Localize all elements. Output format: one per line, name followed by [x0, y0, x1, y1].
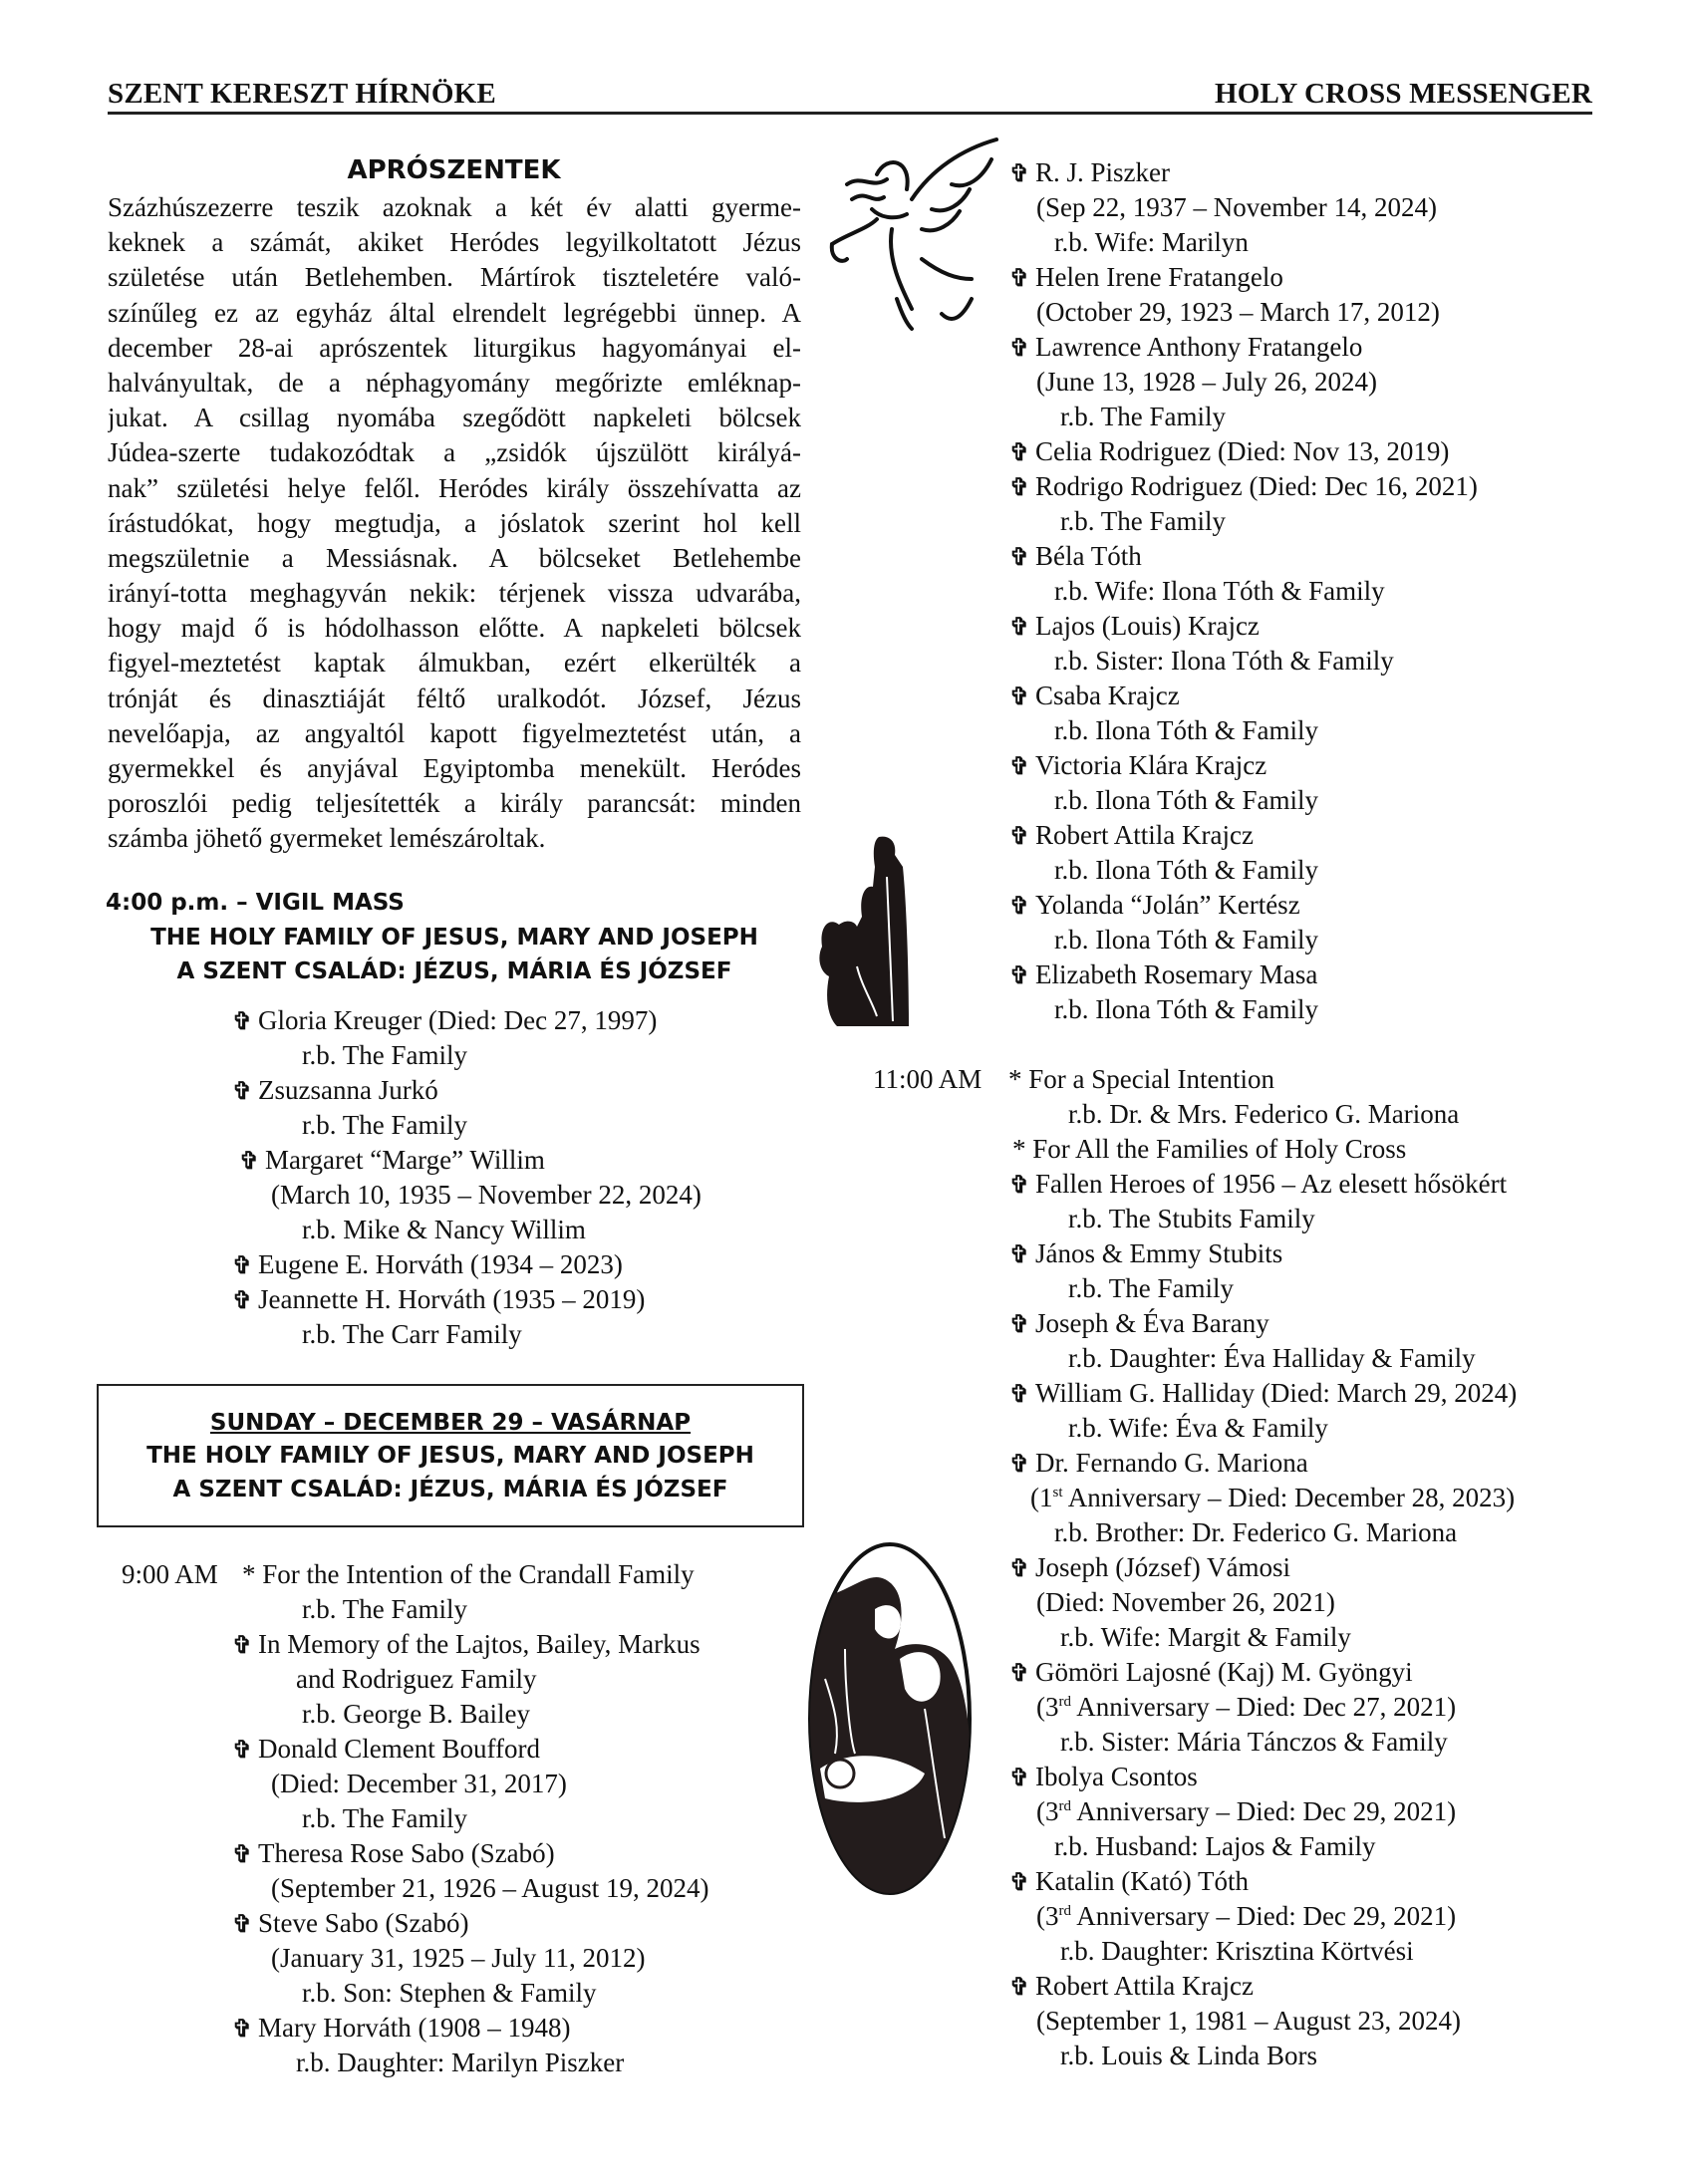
- latin-cross-icon: ✞: [1009, 615, 1030, 641]
- intention-entry: ✞ Jeannette H. Horváth (1935 – 2019): [232, 1282, 645, 1319]
- intention-dates: (September 1, 1981 – August 23, 2024): [1036, 2006, 1461, 2036]
- essay-line: halványultak, de a néphagyomány megőrizte emléknap-: [108, 367, 801, 398]
- latin-cross-icon: ✞: [1009, 440, 1030, 466]
- intention-entry: ✞ Joseph & Éva Barany: [1009, 1306, 1269, 1343]
- holy-family-silhouette-illustration: [817, 827, 912, 1036]
- intention-dates: (March 10, 1935 – November 22, 2024): [271, 1180, 702, 1210]
- requested-by: r.b. Ilona Tóth & Family: [1054, 785, 1318, 815]
- intention-entry: ✞ Fallen Heroes of 1956 – Az elesett hősökért: [1009, 1167, 1507, 1204]
- latin-cross-icon: ✞: [1009, 1312, 1030, 1338]
- latin-cross-icon: ✞: [1009, 824, 1030, 850]
- essay-line: december 28-ai aprószentek liturgikus hagyományai el-: [108, 332, 801, 363]
- requested-by: r.b. Mike & Nancy Willim: [302, 1215, 586, 1244]
- essay-line: születése után Betlehemben. Mártírok tiszteletére való-: [108, 262, 801, 293]
- requested-by: r.b. Brother: Dr. Federico G. Mariona: [1054, 1517, 1458, 1547]
- intention-entry: ✞ Rodrigo Rodriguez (Died: Dec 16, 2021): [1009, 469, 1478, 506]
- requested-by: r.b. Daughter: Marilyn Piszker: [296, 2048, 625, 2077]
- requested-by: r.b. Wife: Éva & Family: [1068, 1413, 1328, 1443]
- intention-entry: ✞ Ibolya Csontos: [1009, 1760, 1198, 1796]
- intention-entry: ✞ Lajos (Louis) Krajcz: [1009, 609, 1260, 646]
- nativity-oval-illustration: [805, 1539, 975, 1898]
- requested-by: r.b. The Family: [302, 1040, 467, 1070]
- intention-entry: ✞ Robert Attila Krajcz: [1009, 1969, 1254, 2006]
- intention-entry: ✞ Yolanda “Jolán” Kertész: [1009, 888, 1300, 925]
- intention-entry: ✞ János & Emmy Stubits: [1009, 1236, 1282, 1273]
- intention-entry: ✞ In Memory of the Lajtos, Bailey, Markus: [232, 1627, 701, 1664]
- intention-dates: (January 31, 1925 – July 11, 2012): [271, 1943, 646, 1973]
- latin-cross-icon: ✞: [1009, 963, 1030, 989]
- essay-line: jukat. A csillag nyomába szegődött napkeleti bölcsek: [108, 403, 801, 433]
- latin-cross-icon: ✞: [1009, 1382, 1030, 1408]
- intention-dates: (1st Anniversary – Died: December 28, 2023): [1030, 1483, 1516, 1512]
- intention-dates: (September 21, 1926 – August 19, 2024): [271, 1873, 709, 1903]
- vigil-feast-english: THE HOLY FAMILY OF JESUS, MARY AND JOSEPH: [150, 925, 758, 951]
- latin-cross-icon: ✞: [1009, 754, 1030, 780]
- requested-by: r.b. Louis & Linda Bors: [1060, 2041, 1317, 2070]
- intention-entry: ✞ Celia Rodriguez (Died: Nov 13, 2019): [1009, 434, 1449, 471]
- requested-by: r.b. Wife: Marilyn: [1054, 227, 1249, 257]
- latin-cross-icon: ✞: [1009, 545, 1030, 571]
- requested-by: r.b. Sister: Ilona Tóth & Family: [1054, 646, 1394, 676]
- latin-cross-icon: ✞: [1009, 266, 1030, 292]
- latin-cross-icon: ✞: [232, 1079, 253, 1105]
- essay-line: Százhúszezerre teszik azoknak a két év alatti gyerme-: [108, 192, 801, 222]
- essay-line: nak” születési helye felől. Heródes király összehívatta az: [108, 472, 801, 503]
- latin-cross-icon: ✞: [1009, 161, 1030, 187]
- mass-time-9am: 9:00 AM: [122, 1559, 218, 1589]
- vigil-mass-heading: 4:00 p.m. – VIGIL MASS: [106, 890, 405, 916]
- intention-entry: * For All the Families of Holy Cross: [1012, 1134, 1407, 1164]
- essay-line: keknek a számát, akiket Heródes legyilkoltatott Jézus: [108, 227, 801, 258]
- intention-entry: ✞ William G. Halliday (Died: March 29, 2024): [1009, 1376, 1517, 1413]
- latin-cross-icon: ✞: [232, 1009, 253, 1035]
- latin-cross-icon: ✞: [232, 1253, 253, 1279]
- intention-entry: ✞ Gömöri Lajosné (Kaj) M. Gyöngyi: [1009, 1655, 1413, 1692]
- requested-by: r.b. The Family: [302, 1110, 467, 1140]
- sunday-date-title: SUNDAY – DECEMBER 29 – VASÁRNAP: [209, 1410, 692, 1436]
- intention-entry: ✞ Mary Horváth (1908 – 1948): [232, 2011, 570, 2048]
- latin-cross-icon: ✞: [1009, 684, 1030, 710]
- latin-cross-icon: ✞: [1009, 1173, 1030, 1199]
- requested-by: r.b. Husband: Lajos & Family: [1054, 1831, 1376, 1861]
- requested-by: r.b. Daughter: Éva Halliday & Family: [1068, 1343, 1476, 1373]
- latin-cross-icon: ✞: [232, 1738, 253, 1764]
- intention-dates: (Died: December 31, 2017): [271, 1769, 567, 1798]
- sunday-heading-box: [97, 1384, 804, 1527]
- intention-entry: ✞ Lawrence Anthony Fratangelo: [1009, 330, 1362, 367]
- requested-by: r.b. Wife: Margit & Family: [1060, 1622, 1351, 1652]
- sunday-feast-english: THE HOLY FAMILY OF JESUS, MARY AND JOSEPH: [146, 1443, 754, 1469]
- intention-entry: ✞ Theresa Rose Sabo (Szabó): [232, 1836, 555, 1873]
- header-rule: [108, 112, 1592, 115]
- requested-by: r.b. Sister: Mária Tánczos & Family: [1060, 1727, 1448, 1757]
- essay-line: Júdea-szerte tudakozódtak a „zsidók újszülött királyá-: [108, 437, 801, 468]
- requested-by: r.b. Ilona Tóth & Family: [1054, 715, 1318, 745]
- intention-dates: (October 29, 1923 – March 17, 2012): [1036, 297, 1440, 327]
- requested-by: r.b. Son: Stephen & Family: [302, 1978, 597, 2008]
- latin-cross-icon: ✞: [232, 1633, 253, 1659]
- essay-line: hogy majd ő is hódolhasson előtte. A napkeleti bölcsek: [108, 613, 801, 644]
- requested-by: r.b. Ilona Tóth & Family: [1054, 855, 1318, 885]
- requested-by: r.b. George B. Bailey: [302, 1699, 530, 1729]
- latin-cross-icon: ✞: [1009, 894, 1030, 920]
- essay-line: számba jöhető gyermeket lemészároltak.: [108, 823, 546, 854]
- requested-by: r.b. The Family: [302, 1594, 467, 1624]
- latin-cross-icon: ✞: [1009, 1452, 1030, 1478]
- intention-entry: * For the Intention of the Crandall Family: [242, 1559, 695, 1589]
- latin-cross-icon: ✞: [1009, 475, 1030, 501]
- requested-by: r.b. The Family: [1060, 506, 1226, 536]
- intention-dates: (Sep 22, 1937 – November 14, 2024): [1036, 192, 1437, 222]
- header-left-title: SZENT KERESZT HÍRNÖKE: [108, 78, 496, 110]
- essay-line: színűleg ez az egyház által elrendelt legrégebbi ünnep. A: [108, 297, 801, 328]
- requested-by: r.b. The Family: [1068, 1273, 1234, 1303]
- requested-by: r.b. The Family: [1060, 402, 1226, 431]
- requested-by: r.b. Dr. & Mrs. Federico G. Mariona: [1068, 1099, 1460, 1129]
- latin-cross-icon: ✞: [1009, 336, 1030, 362]
- essay-title: APRÓSZENTEK: [347, 155, 561, 185]
- intention-entry: ✞ Margaret “Marge” Willim: [239, 1143, 545, 1180]
- intention-entry: ✞ Gloria Kreuger (Died: Dec 27, 1997): [232, 1003, 657, 1040]
- requested-by: r.b. Daughter: Krisztina Körtvési: [1060, 1936, 1414, 1966]
- essay-line: írástudókat, hogy megtudja, a jóslatok szerint hol kell: [108, 507, 801, 538]
- requested-by: r.b. Ilona Tóth & Family: [1054, 925, 1318, 955]
- trumpet-angel-illustration: [812, 120, 1001, 334]
- requested-by: r.b. The Family: [302, 1803, 467, 1833]
- latin-cross-icon: ✞: [1009, 1661, 1030, 1687]
- intention-entry: ✞ Csaba Krajcz: [1009, 679, 1180, 715]
- intention-dates: (3rd Anniversary – Died: Dec 29, 2021): [1036, 1901, 1457, 1931]
- intention-entry: ✞ Steve Sabo (Szabó): [232, 1906, 468, 1943]
- essay-line: megszületnie a Messiásnak. A bölcseket Betlehembe: [108, 542, 801, 573]
- intention-entry: ✞ Eugene E. Horváth (1934 – 2023): [232, 1247, 623, 1284]
- latin-cross-icon: ✞: [232, 1288, 253, 1314]
- intention-entry: ✞ R. J. Piszker: [1009, 155, 1170, 192]
- essay-line: trónját és dinasztiáját féltő uralkodót. József, Jézus: [108, 682, 801, 713]
- intention-continuation: and Rodriguez Family: [296, 1664, 537, 1694]
- intention-entry: ✞ Helen Irene Fratangelo: [1009, 260, 1283, 297]
- intention-entry: ✞ Donald Clement Boufford: [232, 1732, 540, 1769]
- intention-dates: (3rd Anniversary – Died: Dec 27, 2021): [1036, 1692, 1457, 1722]
- intention-entry: ✞ Elizabeth Rosemary Masa: [1009, 957, 1317, 994]
- essay-line: gyermekkel és anyjával Egyiptomba menekült. Heródes: [108, 753, 801, 783]
- intention-entry: ✞ Robert Attila Krajcz: [1009, 818, 1254, 855]
- intention-entry: ✞ Joseph (József) Vámosi: [1009, 1550, 1290, 1587]
- intention-entry: * For a Special Intention: [1008, 1064, 1274, 1094]
- intention-entry: ✞ Katalin (Kató) Tóth: [1009, 1864, 1249, 1901]
- intention-entry: ✞ Dr. Fernando G. Mariona: [1009, 1446, 1308, 1483]
- vigil-feast-hungarian: A SZENT CSALÁD: JÉZUS, MÁRIA ÉS JÓZSEF: [176, 958, 732, 984]
- sunday-feast-hungarian: A SZENT CSALÁD: JÉZUS, MÁRIA ÉS JÓZSEF: [172, 1477, 728, 1502]
- latin-cross-icon: ✞: [239, 1149, 260, 1175]
- intention-dates: (Died: November 26, 2021): [1036, 1587, 1335, 1617]
- intention-entry: ✞ Béla Tóth: [1009, 539, 1142, 576]
- intention-entry: ✞ Zsuzsanna Jurkó: [232, 1073, 438, 1110]
- essay-line: irányí-totta meghagyván nekik: térjenek vissza udvarába,: [108, 578, 801, 609]
- essay-line: figyel-meztetést kaptak álmukban, ezért elkerülték a: [108, 648, 801, 679]
- intention-dates: (June 13, 1928 – July 26, 2024): [1036, 367, 1377, 397]
- latin-cross-icon: ✞: [232, 1912, 253, 1938]
- intention-dates: (3rd Anniversary – Died: Dec 29, 2021): [1036, 1796, 1457, 1826]
- intention-entry: ✞ Victoria Klára Krajcz: [1009, 748, 1266, 785]
- latin-cross-icon: ✞: [1009, 1766, 1030, 1791]
- latin-cross-icon: ✞: [232, 1842, 253, 1868]
- latin-cross-icon: ✞: [232, 2017, 253, 2043]
- latin-cross-icon: ✞: [1009, 1556, 1030, 1582]
- requested-by: r.b. The Carr Family: [302, 1319, 522, 1349]
- essay-line: poroszlói pedig teljesítették a király parancsát: minden: [108, 788, 801, 819]
- header-right-title: HOLY CROSS MESSENGER: [1215, 78, 1592, 110]
- essay-line: nevelőapja, az angyaltól kapott figyelmeztetést után, a: [108, 717, 801, 748]
- mass-time-11am: 11:00 AM: [873, 1064, 983, 1094]
- requested-by: r.b. Ilona Tóth & Family: [1054, 994, 1318, 1024]
- requested-by: r.b. Wife: Ilona Tóth & Family: [1054, 576, 1385, 606]
- requested-by: r.b. The Stubits Family: [1068, 1204, 1315, 1233]
- latin-cross-icon: ✞: [1009, 1242, 1030, 1268]
- essay-body: [108, 190, 801, 857]
- latin-cross-icon: ✞: [1009, 1975, 1030, 2001]
- latin-cross-icon: ✞: [1009, 1870, 1030, 1896]
